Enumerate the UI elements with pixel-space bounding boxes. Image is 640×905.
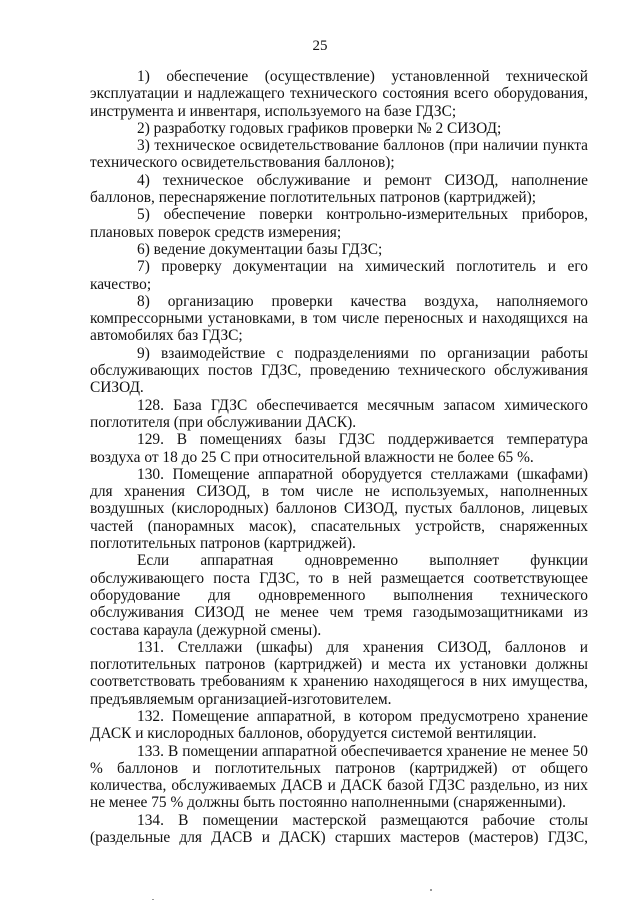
paragraph: 134. В помещении мастерской размещаются рабочие столы (раздельные для ДАСВ и ДАСК) старших мастеров (мастеров) ГДЗС, [90,811,588,847]
paragraph: 8) организацию проверки качества воздуха, наполняемого компрессорными установками, в том числе переносных и находящихся на автомобилях баз ГДЗС; [90,292,588,345]
document-body [90,68,588,846]
paragraph: 2) разработку годовых графиков проверки № 2 СИЗОД; [137,119,502,137]
paragraph: 3) техническое освидетельствование баллонов (при наличии пункта технического освидетельствования баллонов); [90,137,588,172]
scan-speck [152,899,154,900]
paragraph: 129. В помещениях базы ГДЗС поддерживается температура воздуха от 18 до 25 С при относительной влажности не более 65 %. [90,431,588,466]
paragraph: 5) обеспечение поверки контрольно-измерительных приборов, плановых поверок средств измерения; [90,206,588,241]
paragraph: 132. Помещение аппаратной, в котором предусмотрено хранение ДАСК и кислородных баллонов, оборудуется системой вентиляции. [90,707,588,743]
paragraph: 131. Стеллажи (шкафы) для хранения СИЗОД, баллонов и поглотительных патронов (картриджей) и места их установки должны соответствовать требованиям к хранению находящегося в них имущества, предъявляемым организацией-изготовителем. [90,638,588,708]
paragraph: 130. Помещение аппаратной оборудуется стеллажами (шкафами) для хранения СИЗОД, в том числе не используемых, наполненных воздушных (кислородных) баллонов СИЗОД, пустых баллонов, лицевых частей (панорамных масок), спасательных устройств, снаряженных поглотительных патронов (картриджей). [90,465,588,553]
paragraph: 7) проверку документации на химический поглотитель и его качество; [90,258,588,293]
paragraph: 9) взаимодействие с подразделениями по организации работы обслуживающих постов ГДЗС, проведению технического обслуживания СИЗОД. [90,344,588,397]
paragraph: Если аппаратная одновременно выполняет функции обслуживающего поста ГДЗС, то в ней размещается соответствующее оборудование для одновременного выполнения технического обслуживания СИЗОД не менее чем тремя газодымозащитниками из состава караула (дежурной смены). [90,552,588,639]
paragraph: 1) обеспечение (осуществление) установленной технической эксплуатации и надлежащего технического состояния всего оборудования, инструмента и инвентаря, используемого на базе ГДЗС; [90,68,588,120]
paragraph: 4) техническое обслуживание и ремонт СИЗОД, наполнение баллонов, переснаряжение поглотительных патронов (картриджей); [90,171,588,207]
paragraph: 6) ведение документации базы ГДЗС; [137,240,383,258]
paragraph: 133. В помещении аппаратной обеспечивается хранение не менее 50 % баллонов и поглотительных патронов (картриджей) от общего количества, обслуживаемых ДАСВ и ДАСК базой ГДЗС раздельно, из них не менее 75 % должны быть постоянно наполненными (снаряженными). [90,742,588,812]
page-number: 25 [312,38,328,54]
paragraph: 128. База ГДЗС обеспечивается месячным запасом химического поглотителя (при обслуживании ДАСК). [90,396,588,431]
scan-speck [430,889,432,891]
